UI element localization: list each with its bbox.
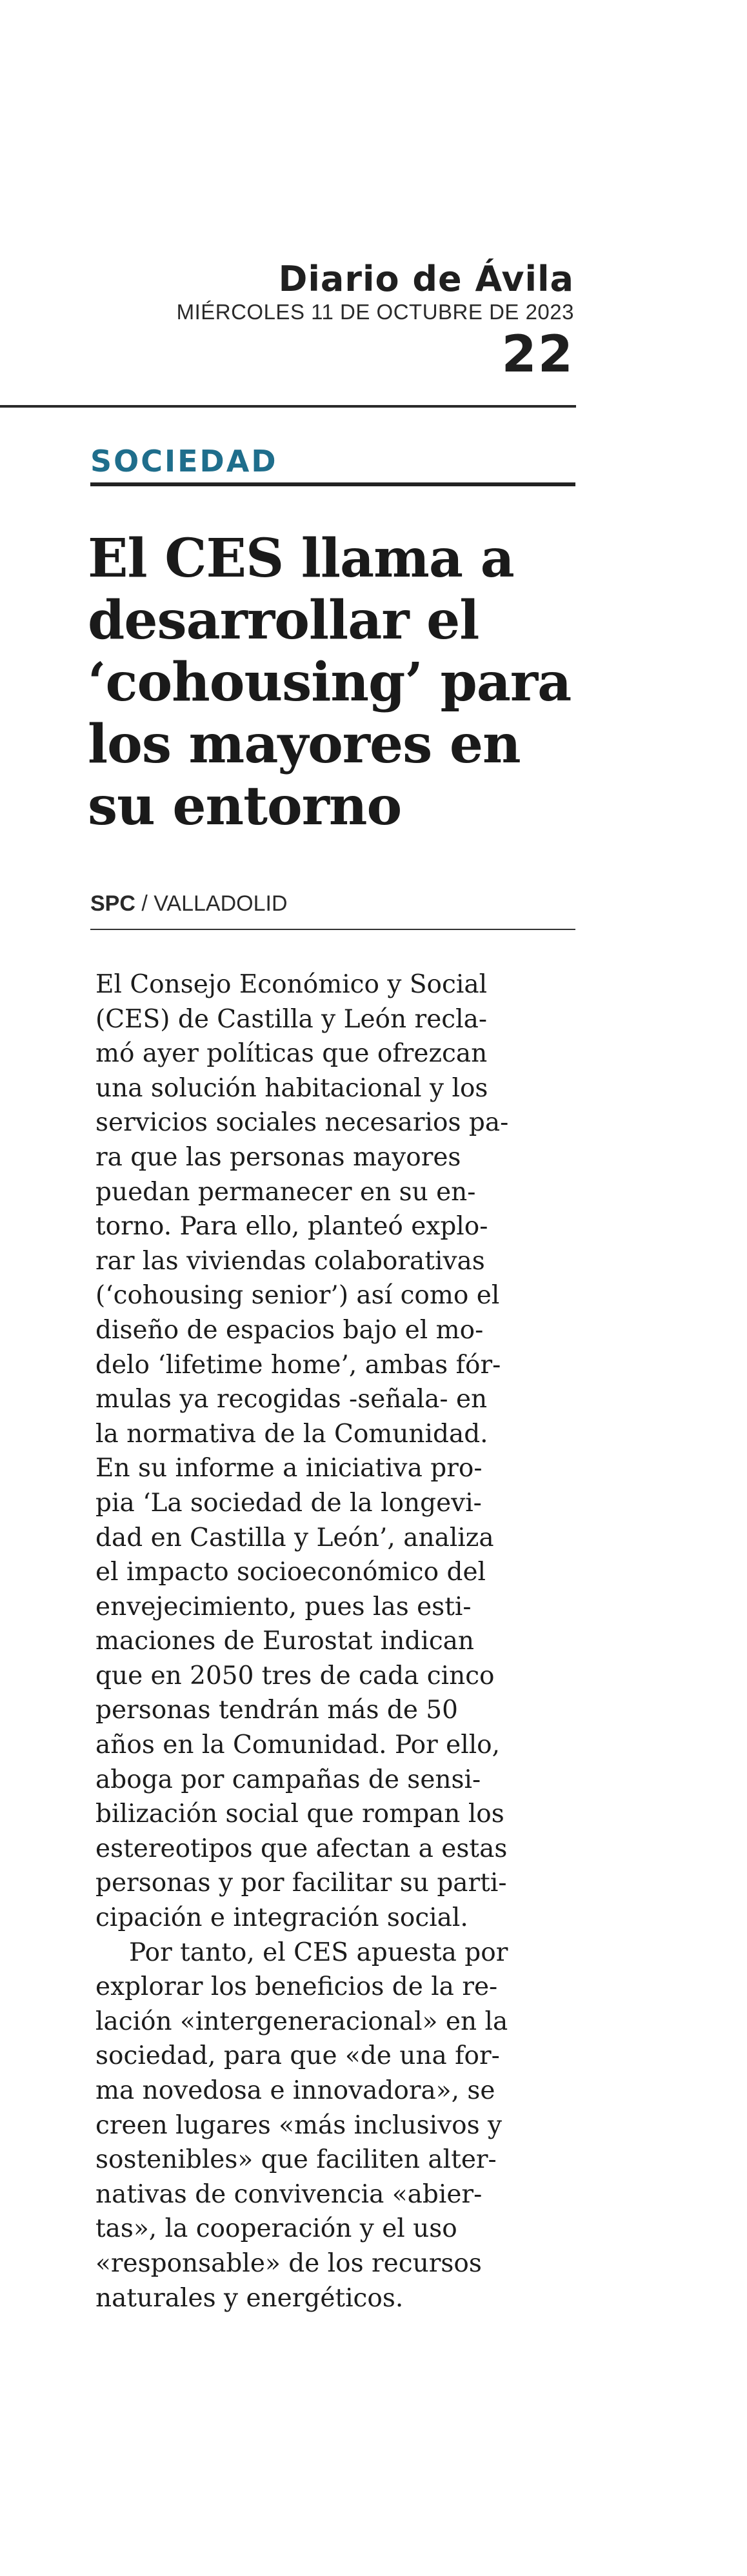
page-number: 22	[501, 326, 574, 384]
byline-rule	[90, 929, 575, 930]
body-line: mó ayer políticas que ofrezcan	[95, 1039, 488, 1069]
body-line: personas tendrán más de 50	[95, 1696, 458, 1725]
byline	[90, 891, 288, 916]
body-line: estereotipos que afectan a estas	[95, 1834, 508, 1863]
body-line: ra que las personas mayores	[95, 1142, 461, 1172]
headline	[88, 528, 578, 837]
body-line: aboga por campañas de sensi-	[95, 1765, 481, 1794]
body-line: torno. Para ello, planteó explo-	[95, 1212, 488, 1242]
body-line: delo ‘lifetime home’, ambas fór-	[95, 1350, 501, 1380]
section-label: SOCIEDAD	[90, 444, 278, 479]
body-line: sostenibles» que faciliten alter-	[95, 2145, 497, 2175]
body-line: rar las viviendas colaborativas	[95, 1246, 485, 1276]
headline-line: ‘cohousing’ para	[88, 651, 572, 713]
body-line: tas», la cooperación y el uso	[95, 2214, 457, 2244]
headline-line: su entorno	[88, 775, 402, 837]
byline-separator: /	[135, 891, 154, 916]
body-line: maciones de Eurostat indican	[95, 1627, 475, 1656]
body-line: dad en Castilla y León’, analiza	[95, 1523, 494, 1552]
body-line: personas y por facilitar su parti-	[95, 1868, 507, 1898]
body-line: El Consejo Económico y Social	[95, 970, 488, 999]
body-line: la normativa de la Comunidad.	[95, 1419, 488, 1449]
body-line: años en la Comunidad. Por ello,	[95, 1730, 501, 1760]
body-line: servicios sociales necesarios pa-	[95, 1108, 509, 1138]
paragraph-1	[95, 967, 586, 1936]
section-rule	[90, 482, 575, 486]
body-line: nativas de convivencia «abier-	[95, 2179, 483, 2209]
newspaper-name: Diario de Ávila	[278, 259, 574, 299]
body-line: que en 2050 tres de cada cinco	[95, 1661, 495, 1690]
paragraph-2	[95, 1936, 586, 2316]
body-line: «responsable» de los recursos	[95, 2248, 482, 2278]
body-line: diseño de espacios bajo el mo-	[95, 1315, 484, 1345]
body-line: una solución habitacional y los	[95, 1073, 488, 1103]
body-line: (‘cohousing senior’) así como el	[95, 1281, 500, 1311]
headline-line: desarrollar el	[88, 590, 479, 651]
body-line: lación «intergeneracional» en la	[95, 2006, 508, 2036]
body-line: bilización social que rompan los	[95, 1799, 504, 1829]
body-line: envejecimiento, pues las esti-	[95, 1592, 472, 1621]
body-line: Por tanto, el CES apuesta por	[129, 1937, 508, 1967]
byline-author: SPC	[90, 891, 135, 916]
header-rule	[0, 405, 576, 408]
body-line: sociedad, para que «de una for-	[95, 2041, 500, 2071]
publication-date: MIÉRCOLES 11 DE OCTUBRE DE 2023	[176, 300, 574, 324]
body-line: En su informe a iniciativa pro-	[95, 1454, 483, 1483]
body-line: puedan permanecer en su en-	[95, 1177, 476, 1207]
body-line: explorar los beneficios de la re-	[95, 1972, 498, 2002]
body-line: naturales y energéticos.	[95, 2283, 404, 2313]
body-line: el impacto socioeconómico del	[95, 1558, 486, 1587]
body-line: cipación e integración social.	[95, 1903, 468, 1933]
body-line: creen lugares «más inclusivos y	[95, 2110, 503, 2140]
body-line: pia ‘La sociedad de la longevi-	[95, 1488, 482, 1518]
byline-location: VALLADOLID	[154, 891, 288, 916]
headline-line: los mayores en	[88, 713, 521, 775]
article-body	[95, 967, 586, 2315]
headline-line: El CES llama a	[88, 528, 514, 590]
body-line: (CES) de Castilla y León recla-	[95, 1004, 488, 1034]
body-line: mulas ya recogidas -señala- en	[95, 1385, 488, 1414]
masthead	[177, 259, 574, 384]
body-line: ma novedosa e innovadora», se	[95, 2076, 495, 2105]
